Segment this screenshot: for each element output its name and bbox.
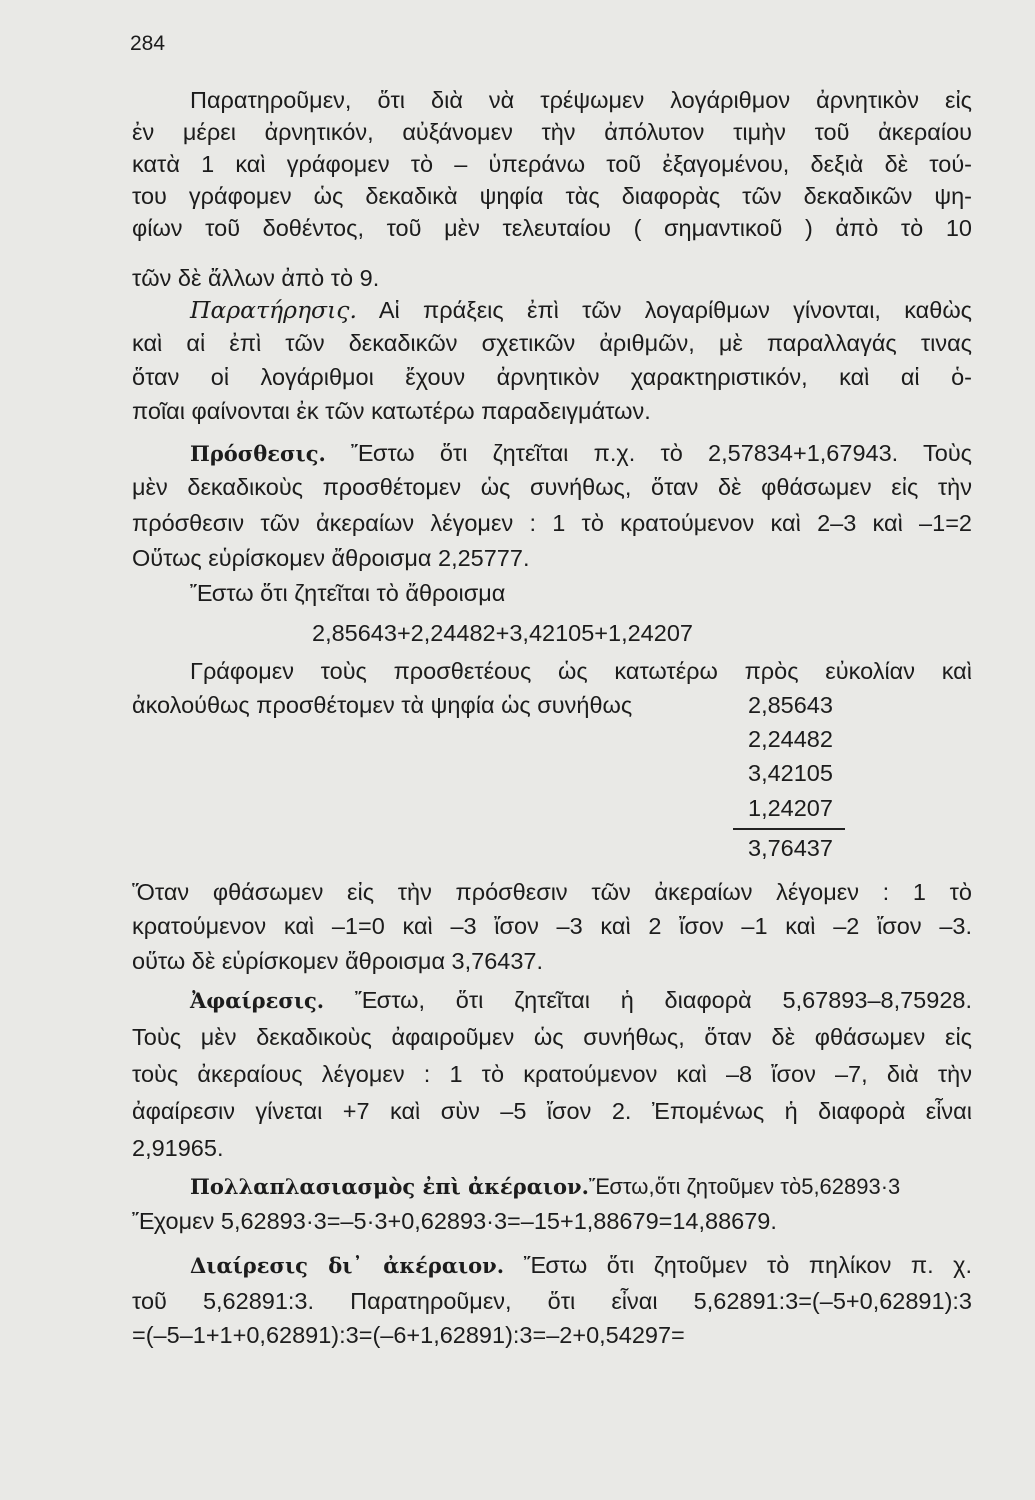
text-line: Παρατηροῦμεν, ὅτι διὰ νὰ τρέψωμεν λογάριθμον ἀρνητικὸν εἰς (190, 87, 972, 113)
text-line: ἀφαίρεσιν γίνεται +7 καὶ σὺν –5 ἴσον 2. Ἐπομένως ἡ διαφορὰ εἶναι (132, 1098, 972, 1124)
text-line: Τοὺς μὲν δεκαδικοὺς ἀφαιροῦμεν ὡς συνήθως, ὅταν δὲ φθάσωμεν εἰς (132, 1024, 972, 1050)
text-line: Οὕτως εὑρίσκομεν ἄθροισμα 2,25777. (132, 545, 530, 571)
remark-first-line (190, 295, 972, 325)
text-span: Ἔστω ὅτι ζητεῖται π.χ. τὸ 2,57834+1,67943. Τοὺς (325, 440, 972, 466)
addend-value: 1,24207 (748, 795, 833, 821)
text-line: κρατούμενον καὶ –1=0 καὶ –3 ἴσον –3 καὶ 2 ἴσον –1 καὶ –2 ἴσον –3. (132, 913, 972, 939)
addition-first-line (190, 438, 972, 469)
text-line: ποῖαι φαίνονται ἐκ τῶν κατωτέρω παραδειγμάτων. (132, 398, 651, 424)
addition-heading: Πρόσθεσις. (190, 441, 326, 466)
text-line: τῶν δὲ ἄλλων ἀπὸ τὸ 9. (132, 265, 380, 291)
addend-value: 3,42105 (748, 760, 833, 786)
text-line: τοῦ 5,62891:3. Παρατηροῦμεν, ὅτι εἶναι 5,62891:3=(–5+0,62891):3 (132, 1288, 972, 1314)
text-line: καὶ αἱ ἐπὶ τῶν δεκαδικῶν σχετικῶν ἀριθμῶν, μὲ παραλλαγάς τινας (132, 330, 972, 356)
text-span: Ἔστω,ὅτι ζητοῦμεν τὸ5,62893·3 (588, 1174, 901, 1199)
page-number: 284 (130, 32, 166, 55)
text-line: τοὺς ἀκεραίους λέγομεν : 1 τὸ κρατούμενον καὶ –8 ἴσον –7, διὰ τὴν (132, 1061, 972, 1087)
text-line: πρόσθεσιν τῶν ἀκεραίων λέγομεν : 1 τὸ κρατούμενον καὶ 2–3 καὶ –1=2 (132, 510, 972, 536)
text-line: οὕτω δὲ εὑρίσκομεν ἄθροισμα 3,76437. (132, 948, 544, 974)
text-line: Ὅταν φθάσωμεν εἰς τὴν πρόσθεσιν τῶν ἀκεραίων λέγομεν : 1 τὸ (132, 879, 972, 905)
text-line: κατὰ 1 καὶ γράφομεν τὸ – ὑπεράνω τοῦ ἐξαγομένου, δεξιὰ δὲ τού- (132, 151, 972, 177)
text-line: φίων τοῦ δοθέντος, τοῦ μὲν τελευταίου ( σημαντικοῦ ) ἀπὸ τὸ 10 (132, 215, 972, 241)
addend-value: 2,24482 (748, 726, 833, 752)
text-line: 2,91965. (132, 1135, 224, 1161)
sum-rule (733, 828, 845, 830)
addend-value: 2,85643 (748, 692, 833, 718)
text-line: ὅταν οἱ λογάριθμοι ἔχουν ἀρνητικὸν χαρακτηριστικόν, καὶ αἱ ὁ- (132, 364, 972, 390)
text-line: =(–5–1+1+0,62891):3=(–6+1,62891):3=–2+0,54297= (132, 1322, 685, 1348)
text-line: Γράφομεν τοὺς προσθετέους ὡς κατωτέρω πρὸς εὐκολίαν καὶ (190, 658, 972, 684)
text-line: ἐν μέρει ἀρνητικόν, αὐξάνομεν τὴν ἀπόλυτον τιμὴν τοῦ ἀκεραίου (132, 119, 972, 145)
text-span: Ἔστω ὅτι ζητοῦμεν τὸ πηλίκον π. χ. (504, 1252, 972, 1278)
text-line: του γράφομεν ὡς δεκαδικὰ ψηφία τὰς διαφορὰς τῶν δεκαδικῶν ψη- (132, 183, 972, 209)
text-line: Ἔστω ὅτι ζητεῖται τὸ ἄθροισμα (190, 580, 506, 606)
text-line: Ἔχομεν 5,62893·3=–5·3+0,62893·3=–15+1,88679=14,88679. (132, 1208, 777, 1234)
division-first-line (190, 1250, 972, 1281)
sum-total: 3,76437 (748, 835, 833, 861)
text-line: ἀκολούθως προσθέτομεν τὰ ψηφία ὡς συνήθως (132, 692, 633, 718)
sum-expression: 2,85643+2,24482+3,42105+1,24207 (312, 620, 693, 646)
multiplication-first-line (190, 1172, 972, 1202)
text-line: μὲν δεκαδικοὺς προσθέτομεν ὡς συνήθως, ὅταν δὲ φθάσωμεν εἰς τὴν (132, 474, 972, 500)
multiplication-heading: Πολλαπλασιασμὸς ἐπὶ ἀκέραιον. (190, 1174, 589, 1199)
remark-heading: Παρατήρησις. (190, 296, 357, 324)
division-heading: Διαίρεσις δι᾽ ἀκέραιον. (190, 1253, 505, 1278)
text-span: Ἔστω, ὅτι ζητεῖται ἡ διαφορὰ 5,67893–8,75928. (324, 987, 972, 1013)
subtraction-first-line (190, 985, 972, 1016)
text-span: Αἱ πράξεις ἐπὶ τῶν λογαρίθμων γίνονται, καθὼς (356, 297, 972, 323)
subtraction-heading: Ἀφαίρεσις. (190, 988, 325, 1013)
